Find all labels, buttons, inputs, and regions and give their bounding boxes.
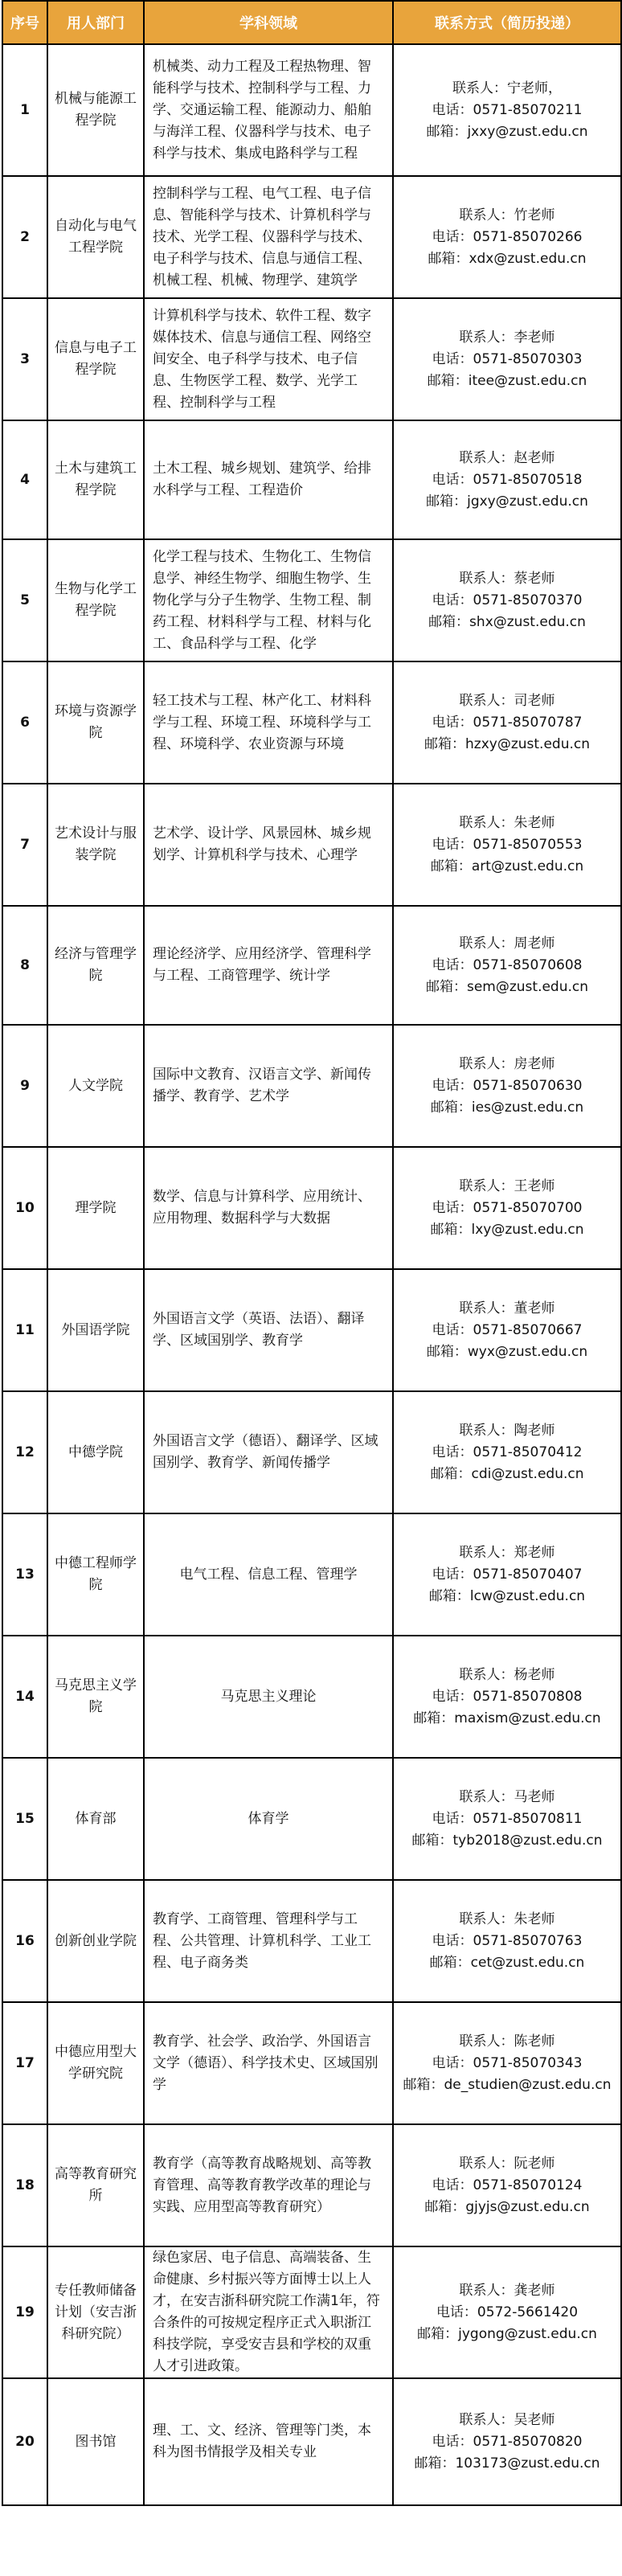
contact-email: 邮箱：sem@zust.edu.cn [425, 978, 589, 995]
department-name: 生物与化学工程学院 [47, 539, 144, 661]
contact-person: 联系人：王老师 [459, 1177, 555, 1194]
table-row [2, 298, 621, 420]
contact-email: 邮箱：itee@zust.edu.cn [427, 372, 587, 389]
contact-person: 联系人：陈老师 [459, 2033, 555, 2050]
contact-phone: 电话：0571-85070811 [432, 1810, 583, 1827]
contact-person: 联系人：蔡老师 [459, 570, 555, 587]
contact-person: 联系人：陶老师 [459, 1422, 555, 1439]
header-contact: 联系方式（简历投递） [393, 1, 621, 44]
row-index: 8 [2, 906, 47, 1025]
contact-phone: 电话：0571-85070787 [432, 714, 583, 731]
subject-field: 轻工技术与工程、林产化工、材料科学与工程、环境工程、环境科学与工程、环境科学、农业资源与环境 [144, 661, 393, 784]
contact-phone: 电话：0571-85070124 [432, 2177, 583, 2193]
row-index: 7 [2, 784, 47, 906]
department-name: 专任教师储备计划（安吉浙科研究院） [47, 2246, 144, 2378]
contact-email: 邮箱：xdx@zust.edu.cn [428, 250, 587, 267]
contact-email: 邮箱：maxism@zust.edu.cn [413, 1710, 601, 1726]
subject-field: 电气工程、信息工程、管理学 [144, 1513, 393, 1636]
contact-email: 邮箱：hzxy@zust.edu.cn [424, 735, 590, 752]
contact-email: 邮箱：lcw@zust.edu.cn [428, 1587, 586, 1604]
table-row [2, 784, 621, 906]
contact-cell [393, 44, 621, 176]
row-index: 4 [2, 420, 47, 539]
contact-email: 邮箱：gjyjs@zust.edu.cn [424, 2198, 590, 2215]
row-index: 11 [2, 1269, 47, 1391]
department-name: 人文学院 [47, 1025, 144, 1147]
contact-phone: 电话：0571-85070370 [432, 592, 583, 608]
department-name: 环境与资源学院 [47, 661, 144, 784]
contact-person: 联系人：宁老师， [452, 80, 562, 96]
contact-email: 邮箱：art@zust.edu.cn [430, 858, 584, 874]
contact-cell [393, 176, 621, 298]
contact-person: 联系人：吴老师 [459, 2411, 555, 2428]
department-name: 经济与管理学院 [47, 906, 144, 1025]
table-row [2, 44, 621, 176]
contact-cell [393, 2378, 621, 2505]
contact-person: 联系人：周老师 [459, 935, 555, 952]
contact-cell [393, 2246, 621, 2378]
contact-email: 邮箱：jygong@zust.edu.cn [417, 2325, 597, 2342]
contact-cell [393, 1391, 621, 1513]
subject-field: 计算机科学与技术、软件工程、数字媒体技术、信息与通信工程、网络空间安全、电子科学与技术、电子信息、生物医学工程、数学、光学工程、控制科学与工程 [144, 298, 393, 420]
subject-field: 艺术学、设计学、风景园林、城乡规划学、计算机科学与技术、心理学 [144, 784, 393, 906]
table-row [2, 176, 621, 298]
table-row [2, 906, 621, 1025]
table-row [2, 1636, 621, 1758]
department-name: 土木与建筑工程学院 [47, 420, 144, 539]
header-dept: 用人部门 [47, 1, 144, 44]
row-index: 17 [2, 2002, 47, 2124]
row-index: 15 [2, 1758, 47, 1880]
contact-person: 联系人：马老师 [459, 1788, 555, 1805]
subject-field: 绿色家居、电子信息、高端装备、生命健康、乡村振兴等方面博士以上人才，在安吉浙科研究院工作满1年，符合条件的可按规定程序正式入职浙江科技学院，享受安吉县和学校的双重人才引进政策。 [144, 2246, 393, 2378]
table-row [2, 539, 621, 661]
contact-phone: 电话：0571-85070266 [432, 228, 583, 245]
table-row [2, 1269, 621, 1391]
contact-phone: 电话：0571-85070407 [432, 1566, 583, 1583]
contact-person: 联系人：朱老师 [459, 814, 555, 831]
contact-cell [393, 2124, 621, 2246]
contact-phone: 电话：0572-5661420 [436, 2304, 579, 2320]
department-name: 外国语学院 [47, 1269, 144, 1391]
contact-phone: 电话：0571-85070608 [432, 956, 583, 973]
contact-phone: 电话：0571-85070763 [432, 1932, 583, 1949]
contact-person: 联系人：竹老师 [459, 207, 555, 223]
department-name: 中德应用型大学研究院 [47, 2002, 144, 2124]
contact-phone: 电话：0571-85070667 [432, 1321, 583, 1338]
table-body [2, 44, 621, 2505]
subject-field: 教育学（高等教育战略规划、高等教育管理、高等教育教学改革的理论与实践、应用型高等教育研究） [144, 2124, 393, 2246]
table-row [2, 1758, 621, 1880]
contact-phone: 电话：0571-85070518 [432, 471, 583, 488]
contact-cell [393, 1025, 621, 1147]
department-name: 信息与电子工程学院 [47, 298, 144, 420]
row-index: 12 [2, 1391, 47, 1513]
contact-email: 邮箱：de_studien@zust.edu.cn [403, 2076, 612, 2093]
row-index: 19 [2, 2246, 47, 2378]
contact-phone: 电话：0571-85070211 [432, 101, 583, 118]
subject-field: 数学、信息与计算科学、应用统计、应用物理、数据科学与大数据 [144, 1147, 393, 1269]
subject-field: 理论经济学、应用经济学、管理科学与工程、工商管理学、统计学 [144, 906, 393, 1025]
subject-field: 外国语言文学（德语）、翻译学、区域国别学、教育学、新闻传播学 [144, 1391, 393, 1513]
contact-phone: 电话：0571-85070343 [432, 2054, 583, 2071]
contact-phone: 电话：0571-85070808 [432, 1688, 583, 1705]
contact-person: 联系人：李老师 [459, 329, 555, 346]
contact-person: 联系人：董老师 [459, 1300, 555, 1317]
recruitment-table [2, 0, 622, 2506]
row-index: 13 [2, 1513, 47, 1636]
department-name: 马克思主义学院 [47, 1636, 144, 1758]
contact-cell [393, 1513, 621, 1636]
department-name: 图书馆 [47, 2378, 144, 2505]
contact-cell [393, 420, 621, 539]
contact-phone: 电话：0571-85070303 [432, 350, 583, 367]
department-name: 中德工程师学院 [47, 1513, 144, 1636]
subject-field: 体育学 [144, 1758, 393, 1880]
contact-email: 邮箱：jxxy@zust.edu.cn [426, 123, 588, 140]
contact-person: 联系人：司老师 [459, 692, 555, 709]
table-row [2, 2378, 621, 2505]
contact-person: 联系人：赵老师 [459, 449, 555, 466]
row-index: 1 [2, 44, 47, 176]
contact-email: 邮箱：tyb2018@zust.edu.cn [411, 1832, 603, 1849]
table-row [2, 661, 621, 784]
row-index: 2 [2, 176, 47, 298]
subject-field: 国际中文教育、汉语言文学、新闻传播学、教育学、艺术学 [144, 1025, 393, 1147]
contact-cell [393, 1880, 621, 2002]
contact-phone: 电话：0571-85070553 [432, 836, 583, 853]
contact-email: 邮箱：cet@zust.edu.cn [429, 1954, 585, 1971]
table-row [2, 420, 621, 539]
row-index: 5 [2, 539, 47, 661]
contact-person: 联系人：阮老师 [459, 2155, 555, 2172]
header-field: 学科领域 [144, 1, 393, 44]
contact-email: 邮箱：jgxy@zust.edu.cn [426, 493, 588, 510]
department-name: 高等教育研究所 [47, 2124, 144, 2246]
row-index: 9 [2, 1025, 47, 1147]
contact-cell [393, 1147, 621, 1269]
table-row [2, 1880, 621, 2002]
contact-person: 联系人：朱老师 [459, 1910, 555, 1927]
contact-cell [393, 906, 621, 1025]
row-index: 3 [2, 298, 47, 420]
subject-field: 土木工程、城乡规划、建筑学、给排水科学与工程、工程造价 [144, 420, 393, 539]
subject-field: 机械类、动力工程及工程热物理、智能科学与技术、控制科学与工程、力学、交通运输工程、能源动力、船舶与海洋工程、仪器科学与技术、电子科学与技术、集成电路科学与工程 [144, 44, 393, 176]
row-index: 20 [2, 2378, 47, 2505]
table-row [2, 1025, 621, 1147]
table-row [2, 2002, 621, 2124]
contact-email: 邮箱：shx@zust.edu.cn [428, 613, 586, 630]
subject-field: 化学工程与技术、生物化工、生物信息学、神经生物学、细胞生物学、生物化学与分子生物学、生物工程、制药工程、材料科学与工程、材料与化工、食品科学与工程、化学 [144, 539, 393, 661]
contact-phone: 电话：0571-85070630 [432, 1077, 583, 1094]
department-name: 理学院 [47, 1147, 144, 1269]
contact-person: 联系人：房老师 [459, 1055, 555, 1072]
header-index: 序号 [2, 1, 47, 44]
contact-email: 邮箱：103173@zust.edu.cn [414, 2455, 600, 2472]
table-row [2, 2124, 621, 2246]
table-row [2, 1513, 621, 1636]
contact-phone: 电话：0571-85070820 [432, 2433, 583, 2450]
table-row [2, 1147, 621, 1269]
contact-email: 邮箱：cdi@zust.edu.cn [430, 1465, 584, 1482]
subject-field: 理、工、文、经济、管理等门类，本科为图书情报学及相关专业 [144, 2378, 393, 2505]
contact-email: 邮箱：lxy@zust.edu.cn [430, 1221, 584, 1238]
contact-email: 邮箱：ies@zust.edu.cn [430, 1099, 584, 1116]
department-name: 中德学院 [47, 1391, 144, 1513]
subject-field: 教育学、社会学、政治学、外国语言文学（德语）、科学技术史、区域国别学 [144, 2002, 393, 2124]
contact-cell [393, 2002, 621, 2124]
contact-phone: 电话：0571-85070700 [432, 1199, 583, 1216]
department-name: 机械与能源工程学院 [47, 44, 144, 176]
contact-cell [393, 784, 621, 906]
contact-cell [393, 298, 621, 420]
department-name: 体育部 [47, 1758, 144, 1880]
row-index: 10 [2, 1147, 47, 1269]
subject-field: 教育学、工商管理、管理科学与工程、公共管理、计算机科学、工业工程、电子商务类 [144, 1880, 393, 2002]
contact-email: 邮箱：wyx@zust.edu.cn [426, 1343, 588, 1360]
table-header-row [2, 1, 621, 44]
department-name: 自动化与电气工程学院 [47, 176, 144, 298]
department-name: 艺术设计与服装学院 [47, 784, 144, 906]
department-name: 创新创业学院 [47, 1880, 144, 2002]
subject-field: 马克思主义理论 [144, 1636, 393, 1758]
contact-cell [393, 1758, 621, 1880]
contact-person: 联系人：龚老师 [459, 2282, 555, 2299]
subject-field: 外国语言文学（英语、法语）、翻译学、区域国别学、教育学 [144, 1269, 393, 1391]
row-index: 16 [2, 1880, 47, 2002]
contact-person: 联系人：郑老师 [459, 1544, 555, 1561]
subject-field: 控制科学与工程、电气工程、电子信息、智能科学与技术、计算机科学与技术、光学工程、仪器科学与技术、电子科学与技术、信息与通信工程、机械工程、机械、物理学、建筑学 [144, 176, 393, 298]
contact-cell [393, 661, 621, 784]
row-index: 18 [2, 2124, 47, 2246]
row-index: 14 [2, 1636, 47, 1758]
contact-phone: 电话：0571-85070412 [432, 1444, 583, 1460]
contact-cell [393, 1636, 621, 1758]
contact-cell [393, 1269, 621, 1391]
table-row [2, 2246, 621, 2378]
contact-person: 联系人：杨老师 [459, 1666, 555, 1683]
row-index: 6 [2, 661, 47, 784]
table-row [2, 1391, 621, 1513]
contact-cell [393, 539, 621, 661]
